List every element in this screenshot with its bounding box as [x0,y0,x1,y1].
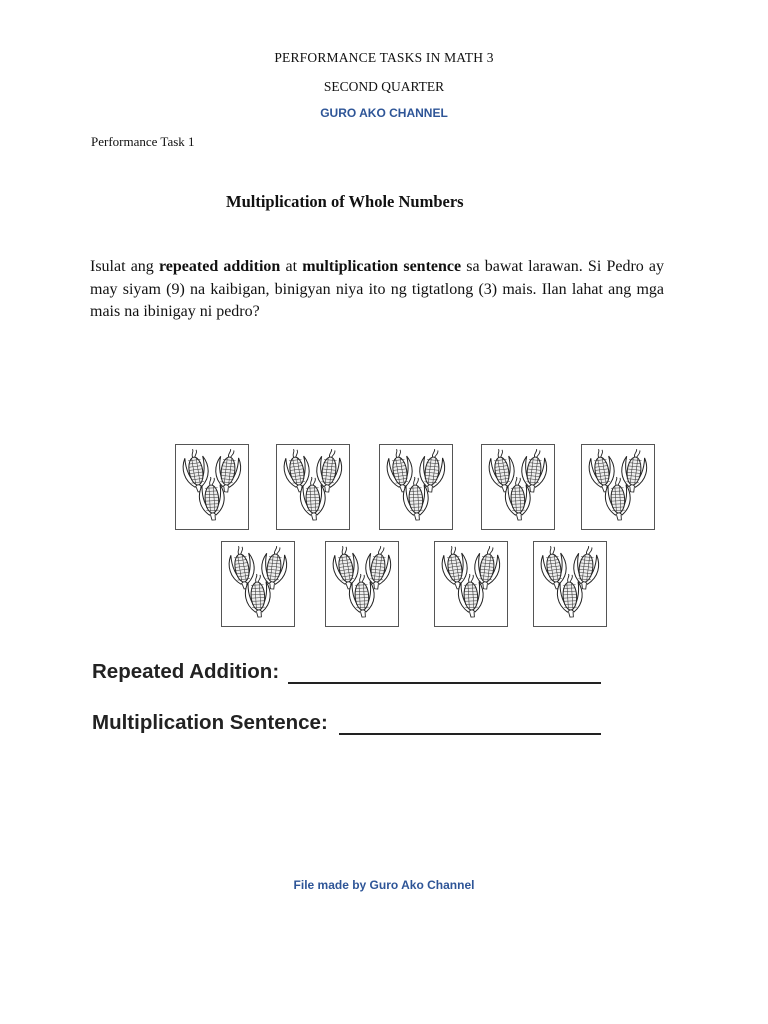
corn-icon [538,545,569,591]
corn-group-box [175,444,249,530]
corn-icon [417,448,447,493]
footer-credit: File made by Guro Ako Channel [293,878,475,892]
task-label: Performance Task 1 [91,134,195,149]
multiplication-sentence-answer-line[interactable] [339,733,601,735]
corn-icon [259,545,289,590]
corn-group-box [581,444,655,530]
corn-group-box [276,444,350,530]
corn-icon [226,545,257,591]
corn-icon [586,448,617,494]
corn-group-box [434,541,508,627]
corn-icon [519,448,549,493]
corn-icon [571,545,601,590]
corn-group-box [221,541,295,627]
worksheet-title: PERFORMANCE TASKS IN MATH 3 [274,50,494,65]
quarter-subtitle: SECOND QUARTER [323,79,445,94]
corn-icon [180,448,211,494]
corn-icon [281,448,312,494]
repeated-addition-answer-line[interactable] [288,682,601,684]
corn-group-box [533,541,607,627]
multiplication-sentence-label: Multiplication Sentence: [92,711,328,734]
corn-icon [486,448,517,494]
instruction-text: Isulat ang [90,258,159,275]
corn-icon [439,545,470,591]
multiplication-sentence-term: multiplication sentence [302,258,462,275]
corn-icon [363,545,393,590]
corn-icon [619,448,649,493]
corn-icon [384,448,415,494]
corn-group-box [325,541,399,627]
repeated-addition-term: repeated addition [158,258,281,275]
section-heading: Multiplication of Whole Numbers [226,192,464,211]
corn-icon [472,545,502,590]
corn-icon [330,545,361,591]
instructions-paragraph [90,256,664,324]
instruction-text: at [280,258,303,275]
corn-group-box [379,444,453,530]
corn-icon [314,448,344,493]
channel-name: GURO AKO CHANNEL [320,106,448,120]
instruction-text: sa bawat larawan. Si Pedro ay may siyam (9) na kaibigan, binigyan niya ito ng tigtatlong (3) mais. Ilan lahat ang mga mais na ibinigay ni pedro? [90,258,665,320]
corn-icon [213,448,243,493]
corn-group-box [481,444,555,530]
repeated-addition-label: Repeated Addition: [92,660,280,683]
